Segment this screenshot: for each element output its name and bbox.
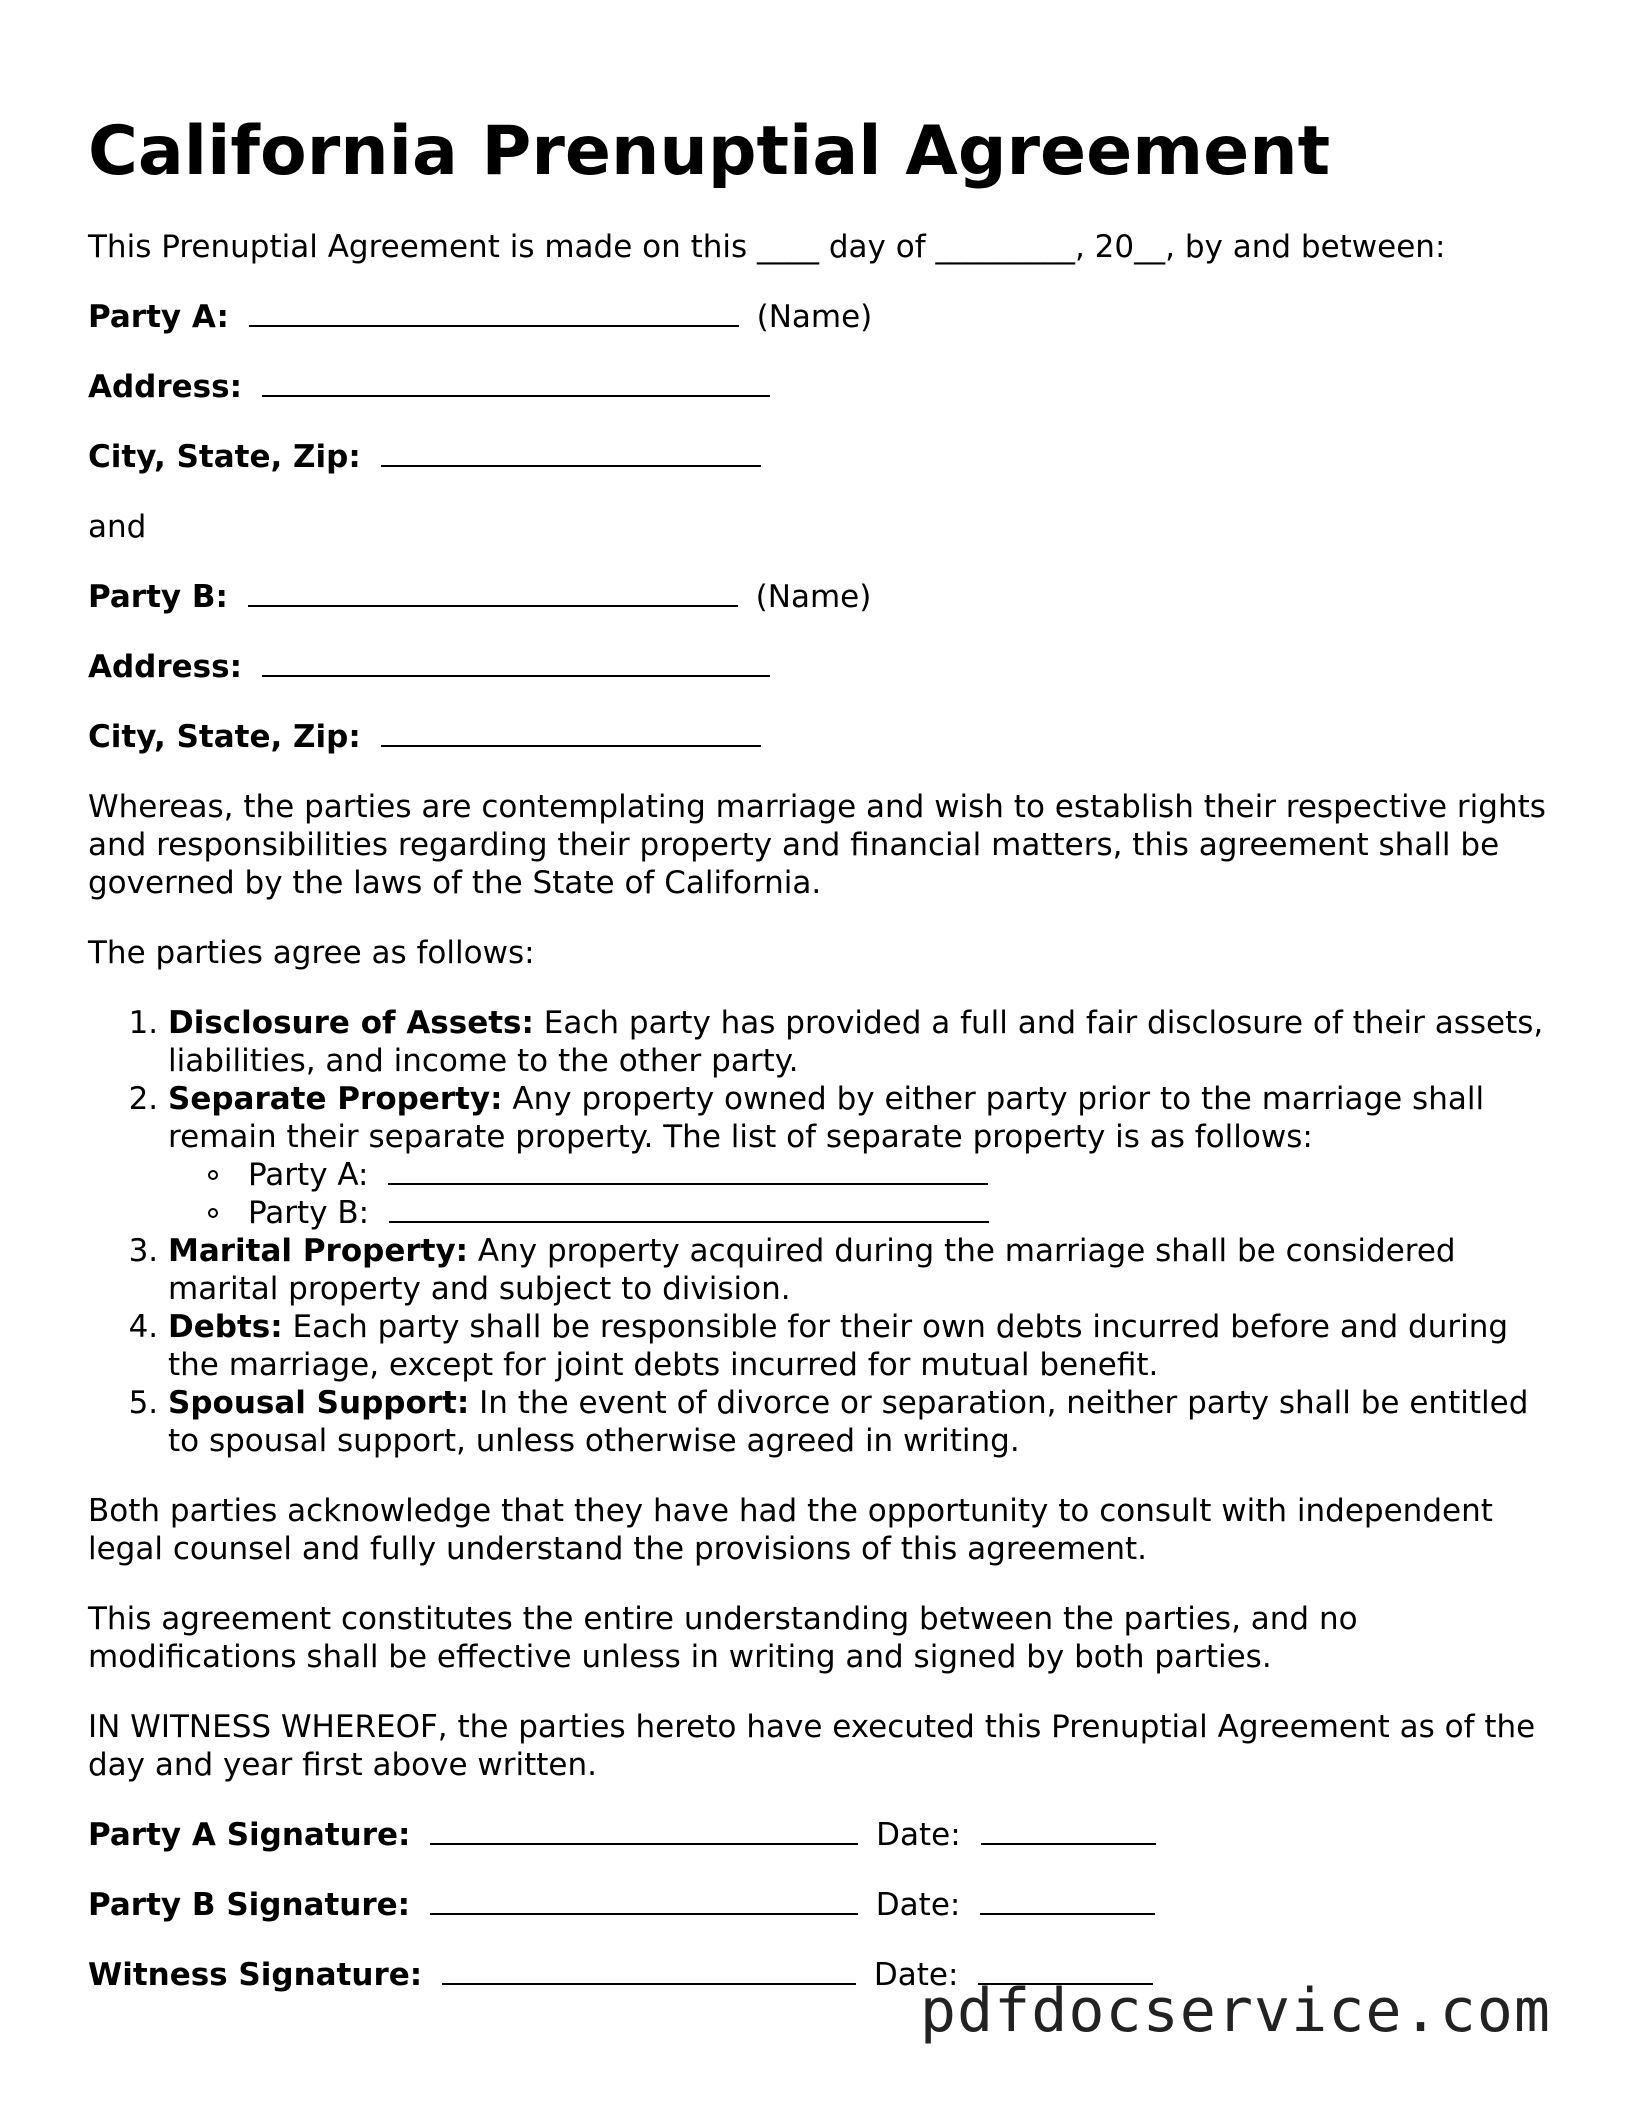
- party-a-address-label: Address:: [88, 369, 242, 405]
- list-item: [168, 1080, 1548, 1232]
- party-b-address-blank[interactable]: [262, 649, 770, 677]
- acknowledge-paragraph: Both parties acknowledge that they have had the opportunity to consult with independent legal counsel and fully understand the provisions of this agreement.: [88, 1493, 1493, 1567]
- term-text: Each party shall be responsible for their own debts incurred before and during the marriage, except for joint debts incurred for mutual benefit.: [168, 1309, 1509, 1383]
- document-title: California Prenuptial Agreement: [88, 112, 1331, 191]
- party-a-city-label: City, State, Zip:: [88, 439, 361, 475]
- separate-property-list: [168, 1156, 1548, 1232]
- term-text: Each party has provided a full and fair disclosure of their assets, liabilities, and income to the other party.: [168, 1005, 1544, 1079]
- list-item: [168, 1004, 1548, 1080]
- party-b-address-label: Address:: [88, 649, 242, 685]
- party-a-signature-row: [88, 1816, 1548, 1854]
- circle-bullet-icon: [208, 1208, 218, 1218]
- party-a-name-blank[interactable]: [249, 299, 739, 327]
- party-b-city-blank[interactable]: [381, 719, 761, 747]
- date-label: Date:: [876, 1817, 961, 1853]
- date-label: Date:: [875, 1887, 961, 1923]
- document-body: [88, 228, 1548, 2026]
- party-b-signature-label: Party B Signature:: [88, 1887, 411, 1923]
- list-item: [168, 1384, 1548, 1460]
- party-b-city-row: [88, 718, 1548, 756]
- party-b-address-row: [88, 648, 1548, 686]
- party-b-signature-row: [88, 1886, 1548, 1924]
- party-a-city-blank[interactable]: [381, 439, 761, 467]
- separate-property-a-blank[interactable]: [388, 1157, 988, 1185]
- party-b-signature-blank[interactable]: [430, 1887, 858, 1915]
- party-a-name-hint: (Name): [756, 299, 873, 335]
- party-a-address-blank[interactable]: [262, 369, 770, 397]
- party-a-signature-blank[interactable]: [430, 1817, 858, 1845]
- term-title: Spousal Support:: [168, 1385, 470, 1421]
- separate-property-item-a: [248, 1156, 1548, 1194]
- party-b-name-label: Party B:: [88, 579, 228, 615]
- agree-intro: The parties agree as follows:: [88, 935, 535, 971]
- term-title: Marital Property:: [168, 1233, 469, 1269]
- date-label: Date:: [873, 1957, 959, 1993]
- party-a-name-row: [88, 298, 1548, 336]
- term-text: Any property owned by either party prior to the marriage shall remain their separate property. The list of separate property is as follows:: [168, 1081, 1485, 1155]
- separate-property-label: Party A:: [248, 1157, 369, 1193]
- party-a-signature-label: Party A Signature:: [88, 1817, 411, 1853]
- separate-property-b-blank[interactable]: [389, 1195, 989, 1223]
- term-text: In the event of divorce or separation, neither party shall be entitled to spousal support, unless otherwise agreed in writing.: [168, 1385, 1529, 1459]
- list-item: [168, 1308, 1548, 1384]
- witness-signature-blank[interactable]: [442, 1957, 856, 1985]
- watermark-text: pdfdocservice.com: [919, 1976, 1551, 2046]
- party-b-name-row: [88, 578, 1548, 616]
- party-a-city-row: [88, 438, 1548, 476]
- witness-clause: IN WITNESS WHEREOF, the parties hereto have executed this Prenuptial Agreement as of the day and year first above written.: [88, 1709, 1536, 1783]
- witness-signature-label: Witness Signature:: [88, 1957, 423, 1993]
- party-b-city-label: City, State, Zip:: [88, 719, 361, 755]
- party-b-date-blank[interactable]: [980, 1887, 1155, 1915]
- terms-list: [88, 1004, 1548, 1460]
- and-text: and: [88, 509, 147, 545]
- party-b-name-blank[interactable]: [248, 579, 738, 607]
- party-a-name-label: Party A:: [88, 299, 229, 335]
- entire-agreement-paragraph: This agreement constitutes the entire understanding between the parties, and no modifications shall be effective unless in writing and signed by both parties.: [88, 1601, 1358, 1675]
- intro-paragraph: This Prenuptial Agreement is made on this ____ day of _________, 20__, by and between:: [88, 229, 1446, 265]
- term-title: Separate Property:: [168, 1081, 503, 1117]
- term-title: Debts:: [168, 1309, 283, 1345]
- party-a-address-row: [88, 368, 1548, 406]
- separate-property-item-b: [248, 1194, 1548, 1232]
- party-b-name-hint: (Name): [755, 579, 872, 615]
- term-title: Disclosure of Assets:: [168, 1005, 534, 1041]
- term-text: Any property acquired during the marriage shall be considered marital property and subject to division.: [168, 1233, 1456, 1307]
- separate-property-label: Party B:: [248, 1195, 370, 1231]
- list-item: [168, 1232, 1548, 1308]
- circle-bullet-icon: [208, 1170, 218, 1180]
- party-a-date-blank[interactable]: [981, 1817, 1156, 1845]
- whereas-paragraph: Whereas, the parties are contemplating marriage and wish to establish their respective rights and responsibilities regarding their property and financial matters, this agreement shall be governed by the laws of the State of California.: [88, 789, 1546, 901]
